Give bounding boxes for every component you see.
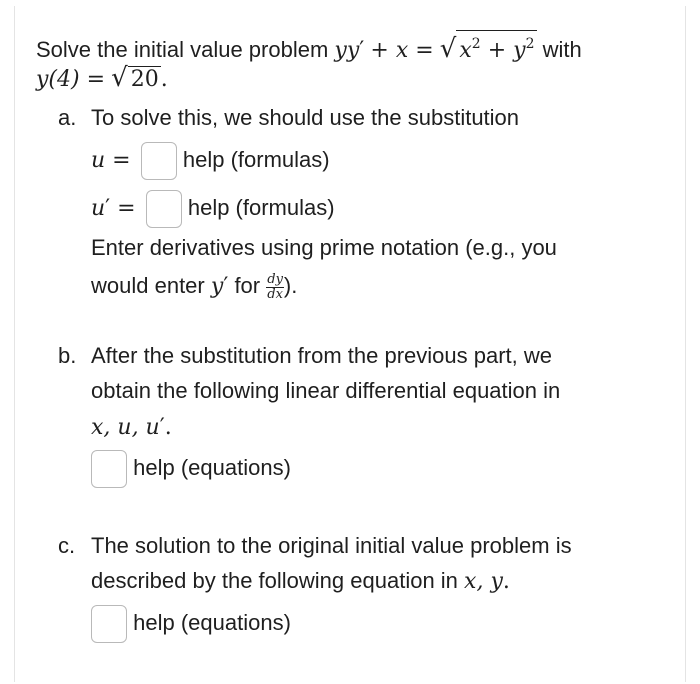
uprime-row — [91, 188, 335, 229]
uprime-label: u′ = — [91, 196, 136, 221]
part-c-answer-input[interactable] — [91, 605, 127, 643]
part-b-help-link[interactable]: help (equations) — [133, 455, 291, 480]
problem-line-1 — [36, 30, 582, 65]
initial-condition-lhs: y(4) = — [36, 67, 106, 92]
part-b-line-1: After the substitution from the previous part, we — [91, 343, 553, 368]
part-c-help-link[interactable]: help (equations) — [133, 610, 291, 635]
uprime-answer-input[interactable] — [146, 190, 182, 228]
u-answer-input[interactable] — [141, 142, 177, 180]
part-b-marker: b. — [58, 343, 77, 368]
dy-dx-fraction: $\frac{dy}{dx}$ — [267, 271, 283, 302]
part-a-text: To solve this, we should use the substitution — [91, 105, 520, 130]
initial-condition-value: √ 20 — [111, 63, 159, 93]
part-b-line-2: obtain the following linear differential equation in — [91, 378, 561, 403]
note-line-1: Enter derivatives using prime notation (e.g., you — [91, 235, 557, 260]
note-line-2: would enter y′ for $\frac{dy}{dx}$ ). — [91, 271, 298, 302]
uprime-help-link[interactable]: help (formulas) — [187, 195, 335, 220]
part-c-line-2: described by the following equation in x, y. — [91, 568, 510, 594]
part-b-answer-input[interactable] — [91, 450, 127, 488]
equation-lhs: yy′ — [334, 38, 365, 63]
part-c-answer-row — [91, 603, 291, 643]
u-label: u = — [91, 148, 131, 173]
problem-line-2: y(4) = √ 20. — [36, 63, 168, 93]
part-c-line-1: The solution to the original initial value problem is — [91, 533, 572, 558]
u-help-link[interactable]: help (formulas) — [182, 147, 330, 172]
sqrt-expression: √ $x^2 + y^2$ — [440, 30, 537, 64]
part-b-answer-row — [91, 448, 291, 488]
equation-plus-x: + x = — [370, 38, 434, 63]
problem-intro: Solve the initial value problem — [36, 37, 329, 62]
part-b-vars: x, u, u′. — [91, 415, 172, 440]
part-a-marker: a. — [58, 105, 77, 130]
with-word: with — [542, 37, 582, 62]
u-row — [91, 140, 330, 181]
part-c-marker: c. — [58, 533, 76, 558]
note-y-prime: y′ — [210, 274, 229, 299]
